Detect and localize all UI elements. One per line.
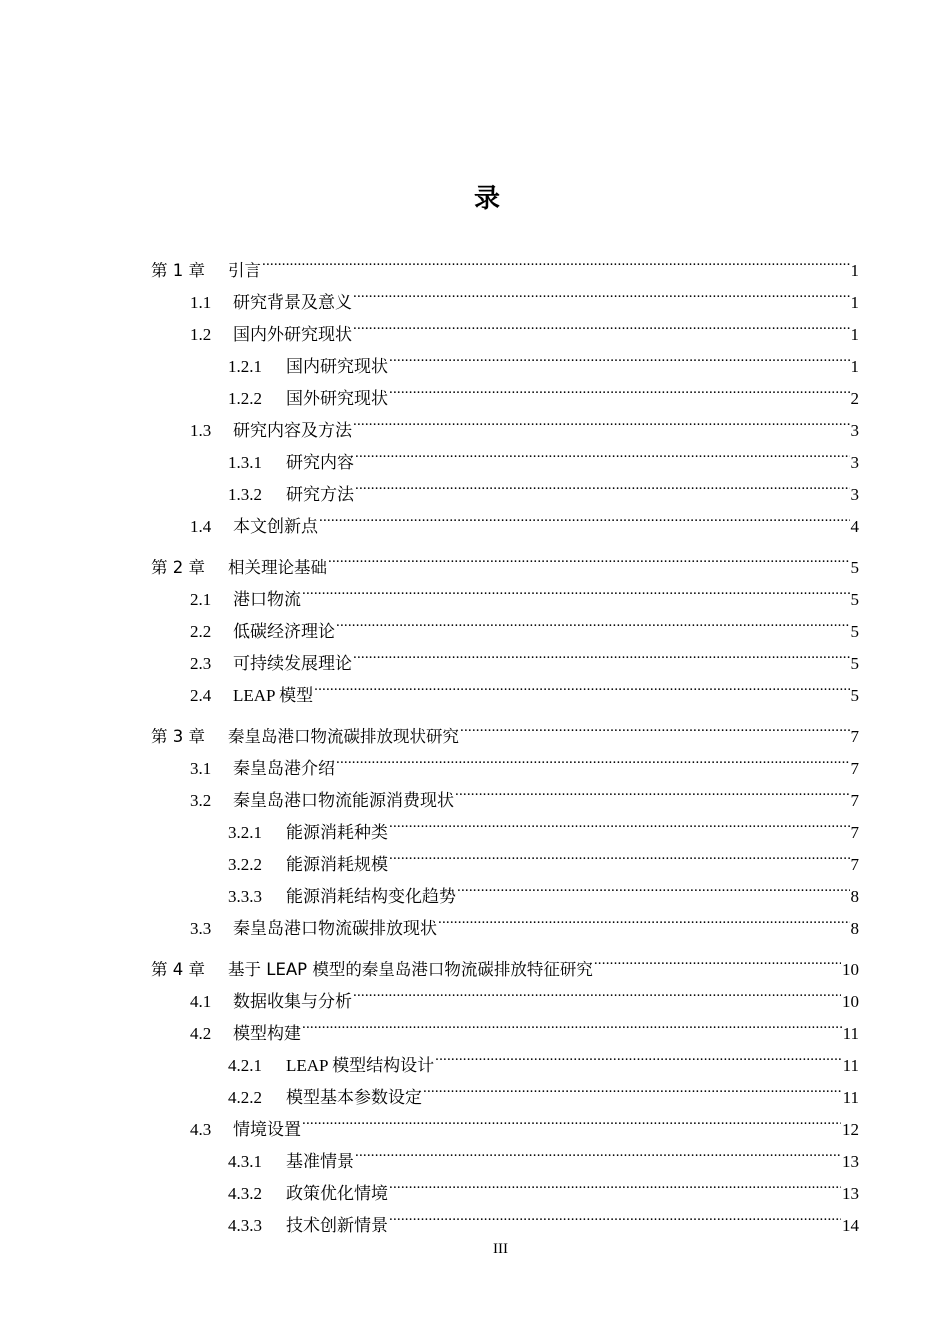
toc-dot-leader — [314, 669, 849, 701]
toc-entry-number: 2.4 — [190, 686, 212, 705]
toc-entry-title: 秦皇岛港口物流碳排放现状研究 — [228, 727, 459, 746]
toc-entry-title: 模型基本参数设定 — [286, 1088, 422, 1107]
toc-entry-title: 秦皇岛港介绍 — [233, 759, 335, 778]
toc-entry-number: 第 1 章 — [151, 261, 205, 280]
toc-dot-leader — [438, 902, 850, 934]
toc-entry-number: 4.2 — [190, 1024, 212, 1043]
toc-entry-page: 7 — [850, 823, 859, 842]
toc-entry-title: 情境设置 — [233, 1120, 301, 1139]
table-of-contents — [151, 244, 859, 1235]
toc-entry-number: 4.2.1 — [228, 1056, 262, 1075]
toc-dot-leader — [353, 975, 841, 1007]
toc-entry-title: 模型构建 — [233, 1024, 301, 1043]
toc-entry-page: 8 — [850, 919, 859, 938]
toc-dot-leader — [435, 1039, 842, 1071]
toc-dot-leader — [389, 372, 850, 404]
toc-entry-title: 港口物流 — [233, 590, 301, 609]
toc-entry-page: 5 — [850, 622, 859, 641]
toc-entry-title: 低碳经济理论 — [233, 622, 335, 641]
page-title: 录 — [473, 184, 500, 214]
toc-dot-leader — [389, 806, 850, 838]
toc-entry-page: 12 — [842, 1120, 859, 1139]
toc-entry-page: 3 — [850, 485, 859, 504]
toc-entry-title: 引言 — [228, 261, 261, 280]
toc-entry-number: 第 4 章 — [151, 960, 205, 979]
toc-entry-page: 1 — [850, 325, 859, 344]
toc-dot-leader — [336, 742, 850, 774]
toc-entry-number: 1.2.1 — [228, 357, 262, 376]
page-number-footer: III — [493, 1241, 508, 1257]
toc-entry-number: 第 2 章 — [151, 558, 205, 577]
toc-dot-leader — [319, 500, 850, 532]
toc-entry-title: LEAP 模型结构设计 — [286, 1056, 435, 1075]
toc-dot-leader — [355, 436, 850, 468]
toc-entry-title: 秦皇岛港口物流碳排放现状 — [233, 919, 437, 938]
toc-entry-title: 秦皇岛港口物流能源消费现状 — [233, 791, 454, 810]
toc-entry-page: 10 — [842, 992, 859, 1011]
toc-entry-number: 第 3 章 — [151, 727, 205, 746]
toc-entry-number: 1.4 — [190, 517, 212, 536]
toc-entry-page: 11 — [842, 1056, 859, 1075]
toc-entry-page: 4 — [850, 517, 859, 536]
toc-entry-title: 基准情景 — [286, 1152, 354, 1171]
toc-entry-title: 能源消耗规模 — [286, 855, 388, 874]
toc-entry-title: 研究内容 — [286, 453, 354, 472]
toc-dot-leader — [594, 943, 841, 975]
toc-entry-number: 3.3 — [190, 919, 212, 938]
toc-entry-number: 2.2 — [190, 622, 212, 641]
toc-dot-leader — [302, 1103, 841, 1135]
toc-entry-page: 5 — [850, 558, 859, 577]
toc-entry-number: 2.3 — [190, 654, 212, 673]
toc-entry-page: 7 — [850, 727, 859, 746]
toc-dot-leader — [353, 276, 850, 308]
toc-chapter-entry[interactable] — [151, 943, 859, 979]
toc-entry-page: 5 — [850, 654, 859, 673]
toc-entry-number: 4.1 — [190, 992, 212, 1011]
toc-chapter-entry[interactable] — [151, 244, 859, 280]
toc-entry-title: 国内外研究现状 — [233, 325, 352, 344]
toc-dot-leader — [328, 541, 850, 573]
toc-entry-title: 能源消耗种类 — [286, 823, 388, 842]
toc-entry-number: 1.3 — [190, 421, 212, 440]
toc-entry-number: 1.1 — [190, 293, 212, 312]
toc-entry-number: 3.2.2 — [228, 855, 262, 874]
toc-entry-number: 4.2.2 — [228, 1088, 262, 1107]
toc-entry-page: 8 — [850, 887, 859, 906]
toc-entry-number: 1.2 — [190, 325, 212, 344]
toc-entry-number: 4.3.3 — [228, 1216, 262, 1235]
toc-entry-page: 7 — [850, 855, 859, 874]
toc-entry-page: 5 — [850, 686, 859, 705]
toc-dot-leader — [389, 838, 850, 870]
toc-entry-title: 相关理论基础 — [228, 558, 327, 577]
toc-entry-page: 5 — [850, 590, 859, 609]
toc-entry-page: 1 — [850, 293, 859, 312]
toc-entry-page: 13 — [842, 1152, 859, 1171]
toc-entry-page: 7 — [850, 759, 859, 778]
toc-entry-number: 3.3.3 — [228, 887, 262, 906]
toc-dot-leader — [460, 710, 850, 742]
toc-entry-title: 国外研究现状 — [286, 389, 388, 408]
toc-dot-leader — [455, 774, 850, 806]
toc-entry-page: 11 — [842, 1024, 859, 1043]
toc-entry-number: 4.3.1 — [228, 1152, 262, 1171]
toc-entry-page: 10 — [842, 960, 859, 979]
toc-entry-title: 可持续发展理论 — [233, 654, 352, 673]
toc-entry-page: 1 — [850, 261, 859, 280]
toc-entry-page: 11 — [842, 1088, 859, 1107]
toc-entry-number: 1.3.2 — [228, 485, 262, 504]
toc-entry-number: 2.1 — [190, 590, 212, 609]
toc-entry-page: 7 — [850, 791, 859, 810]
toc-entry-number: 4.3 — [190, 1120, 212, 1139]
toc-dot-leader — [353, 637, 850, 669]
toc-chapter-entry[interactable] — [151, 541, 859, 577]
toc-dot-leader — [262, 244, 850, 276]
toc-dot-leader — [302, 1007, 842, 1039]
toc-entry-title: 本文创新点 — [233, 517, 318, 536]
toc-entry-number: 3.2.1 — [228, 823, 262, 842]
toc-dot-leader — [423, 1071, 842, 1103]
toc-entry-number: 3.1 — [190, 759, 212, 778]
toc-entry-page: 13 — [842, 1184, 859, 1203]
toc-chapter-entry[interactable] — [151, 710, 859, 746]
toc-entry-title: 能源消耗结构变化趋势 — [286, 887, 456, 906]
toc-entry-page: 3 — [850, 421, 859, 440]
toc-entry-title: LEAP 模型 — [233, 686, 314, 705]
toc-dot-leader — [336, 605, 850, 637]
toc-dot-leader — [353, 308, 850, 340]
toc-dot-leader — [457, 870, 850, 902]
toc-entry-number: 1.3.1 — [228, 453, 262, 472]
toc-entry-page: 2 — [850, 389, 859, 408]
toc-entry-title: 研究方法 — [286, 485, 354, 504]
toc-entry-title: 研究内容及方法 — [233, 421, 352, 440]
toc-dot-leader — [355, 468, 850, 500]
toc-entry-number: 3.2 — [190, 791, 212, 810]
toc-entry-number: 1.2.2 — [228, 389, 262, 408]
toc-entry-title: 政策优化情境 — [286, 1184, 388, 1203]
toc-entry-title: 技术创新情景 — [286, 1216, 388, 1235]
toc-entry-page: 14 — [842, 1216, 859, 1235]
toc-dot-leader — [353, 404, 850, 436]
toc-entry-title: 基于 LEAP 模型的秦皇岛港口物流碳排放特征研究 — [228, 960, 593, 979]
toc-dot-leader — [389, 340, 850, 372]
toc-entry-page: 1 — [850, 357, 859, 376]
toc-dot-leader — [302, 573, 850, 605]
toc-entry-title: 研究背景及意义 — [233, 293, 352, 312]
toc-dot-leader — [389, 1167, 841, 1199]
toc-entry-title: 数据收集与分析 — [233, 992, 352, 1011]
toc-dot-leader — [355, 1135, 841, 1167]
toc-entry-title: 国内研究现状 — [286, 357, 388, 376]
toc-dot-leader — [389, 1199, 841, 1231]
toc-entry-number: 4.3.2 — [228, 1184, 262, 1203]
toc-entry-page: 3 — [850, 453, 859, 472]
